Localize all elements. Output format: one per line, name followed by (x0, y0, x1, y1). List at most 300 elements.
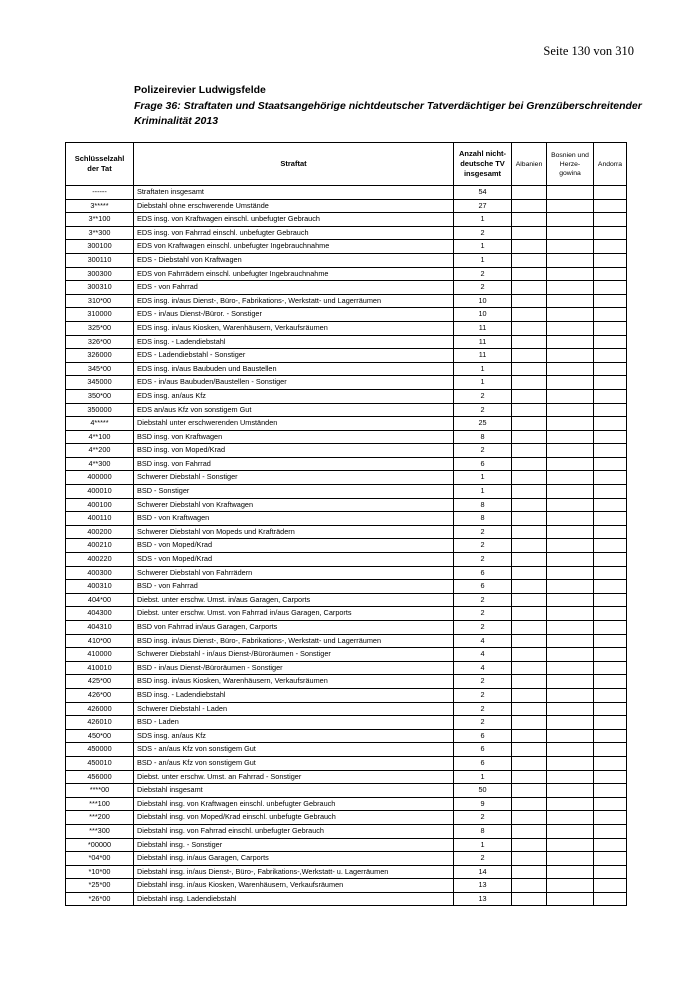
row-andorra (594, 512, 627, 526)
row-bosnien (547, 593, 594, 607)
row-andorra (594, 321, 627, 335)
row-count: 2 (454, 403, 512, 417)
row-offense: Diebstahl insg. in/aus Dienst-, Büro-, Fabrikations-,Werkstatt- u. Lagerräumen (134, 865, 454, 879)
row-count: 1 (454, 770, 512, 784)
row-bosnien (547, 186, 594, 200)
row-albanien (512, 824, 547, 838)
row-key: 345000 (66, 376, 134, 390)
row-offense: Diebst. unter erschw. Umst. an Fahrrad - Sonstiger (134, 770, 454, 784)
row-key: 425*00 (66, 675, 134, 689)
row-offense: Schwerer Diebstahl - in/aus Dienst-/Büroräumen - Sonstiger (134, 648, 454, 662)
row-key: 3***** (66, 199, 134, 213)
row-count: 1 (454, 485, 512, 499)
row-bosnien (547, 376, 594, 390)
row-albanien (512, 376, 547, 390)
row-count: 1 (454, 471, 512, 485)
row-bosnien (547, 770, 594, 784)
row-key: 400200 (66, 525, 134, 539)
row-count: 2 (454, 593, 512, 607)
row-offense: Schwerer Diebstahl - Sonstiger (134, 471, 454, 485)
row-bosnien (547, 213, 594, 227)
row-offense: EDS insg. in/aus Baubuden und Baustellen (134, 362, 454, 376)
table-row (66, 716, 627, 730)
row-bosnien (547, 457, 594, 471)
row-offense: BSD - in/aus Dienst-/Büroräumen - Sonstiger (134, 661, 454, 675)
row-offense: EDS insg. in/aus Dienst-, Büro-, Fabrikations-, Werkstatt- und Lagerräumen (134, 294, 454, 308)
row-bosnien (547, 267, 594, 281)
row-count: 8 (454, 512, 512, 526)
row-bosnien (547, 838, 594, 852)
row-bosnien (547, 539, 594, 553)
row-offense: BSD - Laden (134, 716, 454, 730)
table-row (66, 838, 627, 852)
table-row (66, 688, 627, 702)
row-albanien (512, 593, 547, 607)
row-count: 6 (454, 566, 512, 580)
table-row (66, 539, 627, 553)
row-count: 4 (454, 661, 512, 675)
row-key: ------ (66, 186, 134, 200)
row-key: *04*00 (66, 852, 134, 866)
row-albanien (512, 512, 547, 526)
row-andorra (594, 675, 627, 689)
row-offense: EDS - Ladendiebstahl - Sonstiger (134, 349, 454, 363)
row-count: 2 (454, 702, 512, 716)
row-count: 2 (454, 267, 512, 281)
row-key: 3**100 (66, 213, 134, 227)
table-row (66, 892, 627, 906)
row-count: 1 (454, 362, 512, 376)
row-andorra (594, 770, 627, 784)
row-albanien (512, 294, 547, 308)
row-albanien (512, 362, 547, 376)
row-offense: Diebstahl insg. - Sonstiger (134, 838, 454, 852)
station-title: Polizeirevier Ludwigsfelde (134, 84, 266, 96)
row-offense: Schwerer Diebstahl von Fahrrädern (134, 566, 454, 580)
row-andorra (594, 389, 627, 403)
row-key: 325*00 (66, 321, 134, 335)
row-key: 400100 (66, 498, 134, 512)
row-key: 4**300 (66, 457, 134, 471)
row-bosnien (547, 417, 594, 431)
row-andorra (594, 824, 627, 838)
row-albanien (512, 838, 547, 852)
row-andorra (594, 702, 627, 716)
row-count: 1 (454, 253, 512, 267)
row-count: 2 (454, 525, 512, 539)
row-bosnien (547, 199, 594, 213)
row-bosnien (547, 716, 594, 730)
table-row (66, 824, 627, 838)
row-bosnien (547, 485, 594, 499)
row-andorra (594, 688, 627, 702)
row-count: 9 (454, 797, 512, 811)
row-offense: BSD insg. von Moped/Krad (134, 444, 454, 458)
row-offense: EDS insg. von Fahrrad einschl. unbefugter Gebrauch (134, 226, 454, 240)
row-albanien (512, 852, 547, 866)
table-row (66, 593, 627, 607)
table-row (66, 770, 627, 784)
row-albanien (512, 253, 547, 267)
row-offense: EDS insg. - Ladendiebstahl (134, 335, 454, 349)
row-andorra (594, 838, 627, 852)
row-andorra (594, 430, 627, 444)
row-albanien (512, 498, 547, 512)
row-count: 25 (454, 417, 512, 431)
row-key: 450000 (66, 743, 134, 757)
row-andorra (594, 607, 627, 621)
row-andorra (594, 240, 627, 254)
row-key: 350000 (66, 403, 134, 417)
table-row (66, 267, 627, 281)
row-count: 8 (454, 430, 512, 444)
row-bosnien (547, 525, 594, 539)
row-bosnien (547, 566, 594, 580)
row-count: 54 (454, 186, 512, 200)
table-header-row (66, 143, 627, 186)
row-key: 326*00 (66, 335, 134, 349)
row-bosnien (547, 675, 594, 689)
table-row (66, 879, 627, 893)
row-offense: Diebstahl insg. von Kraftwagen einschl. unbefugter Gebrauch (134, 797, 454, 811)
row-albanien (512, 539, 547, 553)
row-albanien (512, 607, 547, 621)
row-albanien (512, 186, 547, 200)
row-key: *10*00 (66, 865, 134, 879)
table-row (66, 525, 627, 539)
row-albanien (512, 403, 547, 417)
row-count: 6 (454, 729, 512, 743)
table-row (66, 702, 627, 716)
row-andorra (594, 525, 627, 539)
row-key: ***200 (66, 811, 134, 825)
row-albanien (512, 811, 547, 825)
table-row (66, 580, 627, 594)
row-andorra (594, 444, 627, 458)
table-row (66, 634, 627, 648)
row-bosnien (547, 784, 594, 798)
row-offense: Diebst. unter erschw. Umst. von Fahrrad in/aus Garagen, Carports (134, 607, 454, 621)
row-albanien (512, 621, 547, 635)
row-andorra (594, 471, 627, 485)
row-key: 326000 (66, 349, 134, 363)
row-andorra (594, 811, 627, 825)
row-bosnien (547, 553, 594, 567)
row-bosnien (547, 648, 594, 662)
row-offense: EDS von Fahrrädern einschl. unbefugter Ingebrauchnahme (134, 267, 454, 281)
row-bosnien (547, 756, 594, 770)
row-bosnien (547, 702, 594, 716)
row-bosnien (547, 621, 594, 635)
row-albanien (512, 213, 547, 227)
row-andorra (594, 186, 627, 200)
table-row (66, 281, 627, 295)
row-offense: BSD insg. von Fahrrad (134, 457, 454, 471)
row-key: 410*00 (66, 634, 134, 648)
row-offense: SDS insg. an/aus Kfz (134, 729, 454, 743)
row-count: 1 (454, 240, 512, 254)
row-offense: BSD insg. von Kraftwagen (134, 430, 454, 444)
page-number: Seite 130 von 310 (543, 44, 634, 58)
row-bosnien (547, 430, 594, 444)
row-offense: Schwerer Diebstahl - Laden (134, 702, 454, 716)
row-albanien (512, 553, 547, 567)
row-andorra (594, 756, 627, 770)
row-albanien (512, 349, 547, 363)
table-row (66, 784, 627, 798)
row-albanien (512, 661, 547, 675)
row-albanien (512, 471, 547, 485)
table-row (66, 417, 627, 431)
row-offense: SDS - von Moped/Krad (134, 553, 454, 567)
row-andorra (594, 580, 627, 594)
table-row (66, 226, 627, 240)
offense-table (65, 142, 627, 906)
row-offense: BSD - von Fahrrad (134, 580, 454, 594)
row-bosnien (547, 607, 594, 621)
row-albanien (512, 430, 547, 444)
row-bosnien (547, 824, 594, 838)
table-row (66, 349, 627, 363)
table-row (66, 865, 627, 879)
row-bosnien (547, 498, 594, 512)
table-row (66, 294, 627, 308)
row-key: 400300 (66, 566, 134, 580)
row-count: 6 (454, 743, 512, 757)
row-offense: EDS insg. an/aus Kfz (134, 389, 454, 403)
col-total-header: Anzahl nicht-deutsche TV insgesamt (454, 143, 512, 186)
row-key: 4***** (66, 417, 134, 431)
row-key: 400010 (66, 485, 134, 499)
row-andorra (594, 281, 627, 295)
table-row (66, 335, 627, 349)
row-bosnien (547, 389, 594, 403)
row-bosnien (547, 349, 594, 363)
row-offense: Schwerer Diebstahl von Kraftwagen (134, 498, 454, 512)
table-row (66, 403, 627, 417)
table-row (66, 512, 627, 526)
row-count: 8 (454, 498, 512, 512)
row-offense: Diebstahl insg. in/aus Kiosken, Warenhäusern, Verkaufsräumen (134, 879, 454, 893)
row-key: 400220 (66, 553, 134, 567)
col-bosnien-header: Bosnien und Herze-gowina (547, 143, 594, 186)
row-count: 11 (454, 349, 512, 363)
table-row (66, 661, 627, 675)
row-count: 13 (454, 879, 512, 893)
row-key: 400000 (66, 471, 134, 485)
row-albanien (512, 417, 547, 431)
table-row (66, 213, 627, 227)
row-andorra (594, 199, 627, 213)
row-offense: Diebstahl unter erschwerenden Umständen (134, 417, 454, 431)
table-row (66, 756, 627, 770)
row-albanien (512, 457, 547, 471)
row-andorra (594, 553, 627, 567)
row-offense: EDS insg. in/aus Kiosken, Warenhäusern, Verkaufsräumen (134, 321, 454, 335)
row-offense: BSD insg. in/aus Dienst-, Büro-, Fabrikations-, Werkstatt- und Lagerräumen (134, 634, 454, 648)
row-albanien (512, 525, 547, 539)
table-row (66, 362, 627, 376)
row-key: 450*00 (66, 729, 134, 743)
row-andorra (594, 661, 627, 675)
row-bosnien (547, 226, 594, 240)
row-bosnien (547, 308, 594, 322)
row-bosnien (547, 471, 594, 485)
table-row (66, 621, 627, 635)
row-offense: EDS - von Fahrrad (134, 281, 454, 295)
row-offense: Schwerer Diebstahl von Mopeds und Krafträdern (134, 525, 454, 539)
row-offense: EDS an/aus Kfz von sonstigem Gut (134, 403, 454, 417)
row-count: 2 (454, 675, 512, 689)
row-bosnien (547, 688, 594, 702)
row-offense: Diebstahl insg. Ladendiebstahl (134, 892, 454, 906)
row-andorra (594, 213, 627, 227)
row-count: 2 (454, 811, 512, 825)
row-offense: SDS - an/aus Kfz von sonstigem Gut (134, 743, 454, 757)
row-albanien (512, 240, 547, 254)
row-offense: Diebstahl ohne erschwerende Umstände (134, 199, 454, 213)
table-row (66, 729, 627, 743)
table-row (66, 471, 627, 485)
row-andorra (594, 716, 627, 730)
question-title: Frage 36: Straftaten und Staatsangehörige nichtdeutscher Tatverdächtiger bei Grenzüberschreitender Kriminalität 2013 (134, 100, 642, 127)
row-andorra (594, 729, 627, 743)
row-bosnien (547, 892, 594, 906)
row-count: 10 (454, 294, 512, 308)
table-row (66, 852, 627, 866)
row-albanien (512, 688, 547, 702)
row-bosnien (547, 281, 594, 295)
row-key: 310000 (66, 308, 134, 322)
row-key: *00000 (66, 838, 134, 852)
row-count: 6 (454, 457, 512, 471)
row-count: 2 (454, 553, 512, 567)
table-row (66, 457, 627, 471)
row-count: 13 (454, 892, 512, 906)
row-bosnien (547, 580, 594, 594)
row-albanien (512, 784, 547, 798)
row-andorra (594, 403, 627, 417)
row-albanien (512, 675, 547, 689)
row-offense: EDS insg. von Kraftwagen einschl. unbefugter Gebrauch (134, 213, 454, 227)
row-offense: BSD insg. in/aus Kiosken, Warenhäusern, Verkaufsräumen (134, 675, 454, 689)
table-row (66, 430, 627, 444)
row-key: 3**300 (66, 226, 134, 240)
row-bosnien (547, 444, 594, 458)
row-albanien (512, 756, 547, 770)
row-key: 404310 (66, 621, 134, 635)
row-count: 50 (454, 784, 512, 798)
row-bosnien (547, 797, 594, 811)
row-count: 2 (454, 389, 512, 403)
row-key: 404300 (66, 607, 134, 621)
row-albanien (512, 444, 547, 458)
row-count: 8 (454, 824, 512, 838)
table-row (66, 253, 627, 267)
row-bosnien (547, 362, 594, 376)
row-albanien (512, 485, 547, 499)
row-bosnien (547, 321, 594, 335)
row-key: 300300 (66, 267, 134, 281)
row-offense: Diebstahl insg. in/aus Garagen, Carports (134, 852, 454, 866)
row-andorra (594, 634, 627, 648)
row-key: ****00 (66, 784, 134, 798)
row-bosnien (547, 865, 594, 879)
row-bosnien (547, 240, 594, 254)
row-count: 2 (454, 852, 512, 866)
table-row (66, 607, 627, 621)
table-row (66, 485, 627, 499)
row-andorra (594, 539, 627, 553)
row-andorra (594, 294, 627, 308)
row-count: 2 (454, 539, 512, 553)
row-count: 4 (454, 648, 512, 662)
row-albanien (512, 743, 547, 757)
row-offense: BSD - Sonstiger (134, 485, 454, 499)
table-row (66, 811, 627, 825)
row-key: 426010 (66, 716, 134, 730)
row-andorra (594, 743, 627, 757)
row-andorra (594, 852, 627, 866)
row-bosnien (547, 661, 594, 675)
row-albanien (512, 879, 547, 893)
row-count: 6 (454, 756, 512, 770)
row-count: 4 (454, 634, 512, 648)
table-row (66, 389, 627, 403)
row-albanien (512, 580, 547, 594)
row-key: 400310 (66, 580, 134, 594)
row-bosnien (547, 253, 594, 267)
row-count: 11 (454, 335, 512, 349)
table-row (66, 308, 627, 322)
row-albanien (512, 729, 547, 743)
row-andorra (594, 784, 627, 798)
row-key: 300310 (66, 281, 134, 295)
row-andorra (594, 226, 627, 240)
row-andorra (594, 376, 627, 390)
row-bosnien (547, 852, 594, 866)
row-count: 2 (454, 281, 512, 295)
row-andorra (594, 267, 627, 281)
row-albanien (512, 267, 547, 281)
row-count: 1 (454, 376, 512, 390)
row-count: 1 (454, 213, 512, 227)
row-offense: EDS von Kraftwagen einschl. unbefugter Ingebrauchnahme (134, 240, 454, 254)
table-row (66, 199, 627, 213)
row-andorra (594, 498, 627, 512)
row-albanien (512, 199, 547, 213)
row-albanien (512, 321, 547, 335)
row-offense: Diebstahl insg. von Fahrrad einschl. unbefugter Gebrauch (134, 824, 454, 838)
row-key: 310*00 (66, 294, 134, 308)
row-andorra (594, 253, 627, 267)
table-row (66, 240, 627, 254)
table-row (66, 186, 627, 200)
row-key: 300110 (66, 253, 134, 267)
row-albanien (512, 389, 547, 403)
row-offense: Straftaten insgesamt (134, 186, 454, 200)
row-bosnien (547, 634, 594, 648)
row-offense: BSD - an/aus Kfz von sonstigem Gut (134, 756, 454, 770)
row-andorra (594, 892, 627, 906)
row-andorra (594, 797, 627, 811)
row-offense: Diebstahl insgesamt (134, 784, 454, 798)
table-row (66, 321, 627, 335)
row-key: 400110 (66, 512, 134, 526)
row-key: 426*00 (66, 688, 134, 702)
row-count: 2 (454, 716, 512, 730)
row-offense: EDS - in/aus Baubuden/Baustellen - Sonstiger (134, 376, 454, 390)
